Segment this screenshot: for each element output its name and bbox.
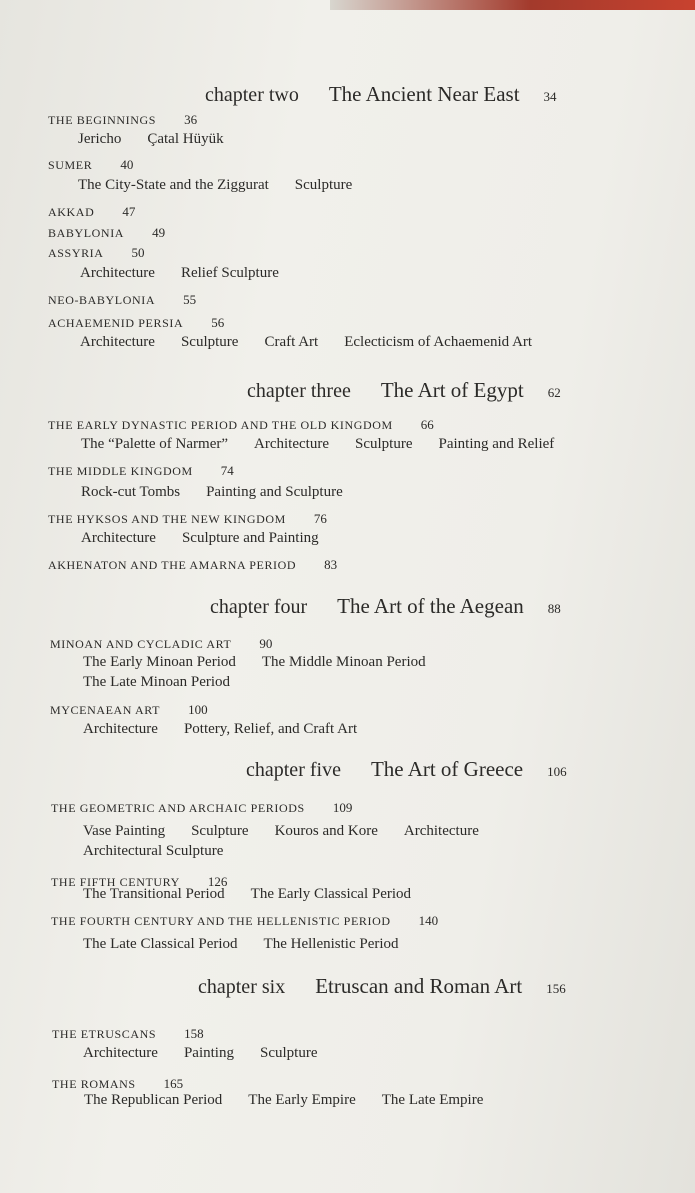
subsection: Craft Art (264, 334, 319, 350)
toc-section (48, 511, 327, 527)
section-name: THE ETRUSCANS (52, 1027, 157, 1041)
subsection: Rock-cut Tombs (81, 484, 181, 500)
toc-section (48, 157, 133, 173)
chapter-label: chapter three (247, 380, 351, 402)
chapter-heading (246, 757, 567, 782)
section-page: 56 (211, 315, 225, 330)
subsection: Vase Painting (83, 823, 166, 839)
section-page: 40 (120, 157, 134, 172)
subsection: The Late Minoan Period (83, 674, 231, 690)
toc-subsections (80, 334, 558, 351)
subsection: The “Palette of Narmer” (81, 436, 229, 452)
toc-subsections (78, 177, 378, 194)
toc-subsections (80, 265, 305, 282)
toc-section (50, 636, 272, 652)
toc-section (50, 702, 208, 718)
chapter-page: 156 (546, 981, 566, 996)
toc-subsections (83, 1045, 343, 1062)
toc-subsections (83, 654, 452, 671)
section-name: THE BEGINNINGS (48, 113, 157, 127)
section-name: AKHENATON AND THE AMARNA PERIOD (48, 558, 297, 572)
subsection: Eclecticism of Achaemenid Art (344, 334, 533, 350)
section-name: THE EARLY DYNASTIC PERIOD AND THE OLD KINGDOM (48, 418, 393, 432)
section-page: 158 (184, 1026, 204, 1041)
subsection: Sculpture and Painting (181, 530, 319, 546)
subsection: Architecture (83, 1045, 158, 1061)
section-name: BABYLONIA (48, 226, 125, 240)
section-page: 100 (188, 702, 208, 717)
subsection: Sculpture (354, 436, 413, 452)
toc-subsections (83, 936, 425, 953)
section-name: THE FIFTH CENTURY (51, 875, 180, 889)
subsection: The Late Empire (381, 1092, 484, 1108)
toc-subsections (83, 843, 249, 860)
subsection: The Republican Period (84, 1092, 223, 1108)
subsection: The Early Minoan Period (83, 654, 236, 670)
toc-subsections (78, 131, 250, 148)
book-cover-edge (330, 0, 695, 10)
subsection: The Hellenistic Period (263, 936, 399, 952)
subsection: Sculpture (294, 177, 353, 193)
section-name: ASSYRIA (48, 246, 104, 260)
toc-section (48, 463, 234, 479)
subsection: Architecture (83, 721, 158, 737)
toc-section (51, 913, 438, 929)
subsection: The City-State and the Ziggurat (78, 177, 269, 193)
chapter-page: 34 (543, 89, 557, 104)
chapter-heading (247, 378, 561, 403)
chapter-title: The Ancient Near East (328, 82, 520, 106)
toc-subsections (81, 530, 345, 547)
section-page: 140 (418, 913, 439, 928)
toc-section (48, 557, 337, 573)
toc-subsections (83, 721, 383, 738)
subsection: Architectural Sculpture (83, 843, 224, 859)
subsection: Painting (183, 1045, 234, 1061)
section-name: MYCENAEAN ART (50, 703, 161, 717)
toc-section (48, 417, 434, 433)
section-name: AKKAD (48, 205, 95, 219)
section-page: 49 (152, 225, 166, 240)
toc-subsections (81, 484, 369, 501)
toc-section (52, 1076, 183, 1092)
chapter-title: The Art of the Aegean (337, 594, 524, 618)
subsection: The Late Classical Period (83, 936, 238, 952)
section-name: THE HYKSOS AND THE NEW KINGDOM (48, 512, 286, 526)
subsection: Sculpture (259, 1045, 318, 1061)
chapter-page: 88 (547, 601, 561, 616)
toc-section (48, 204, 135, 220)
chapter-title: The Art of Greece (370, 757, 524, 781)
chapter-heading (205, 82, 557, 107)
subsection: Relief Sculpture (180, 265, 279, 281)
chapter-label: chapter six (198, 976, 286, 998)
section-page: 76 (313, 511, 327, 526)
subsection: The Middle Minoan Period (261, 654, 426, 670)
subsection: Çatal Hüyük (147, 131, 224, 147)
section-name: THE ROMANS (52, 1077, 136, 1091)
subsection: Sculpture (180, 334, 239, 350)
section-name: THE MIDDLE KINGDOM (48, 464, 193, 478)
chapter-heading (210, 594, 561, 619)
chapter-label: chapter five (246, 759, 341, 781)
section-name: THE FOURTH CENTURY AND THE HELLENISTIC PERIOD (51, 914, 391, 928)
subsection: The Transitional Period (83, 886, 225, 902)
chapter-label: chapter four (210, 596, 308, 618)
section-page: 126 (207, 874, 228, 889)
subsection: Painting and Sculpture (206, 484, 343, 500)
subsection: The Early Classical Period (250, 886, 412, 902)
section-name: NEO-BABYLONIA (48, 293, 156, 307)
toc-section (48, 245, 145, 261)
chapter-page: 106 (547, 764, 567, 779)
chapter-title: Etruscan and Roman Art (315, 974, 523, 998)
section-page: 165 (163, 1076, 184, 1091)
section-page: 74 (220, 463, 234, 478)
toc-subsections (83, 674, 256, 691)
section-page: 36 (184, 112, 198, 127)
chapter-page: 62 (547, 385, 561, 400)
toc-section (48, 315, 224, 331)
section-page: 83 (324, 557, 338, 572)
subsection: The Early Empire (248, 1092, 356, 1108)
section-name: THE GEOMETRIC AND ARCHAIC PERIODS (51, 801, 305, 815)
chapter-heading (198, 974, 566, 999)
subsection: Jericho (78, 131, 122, 147)
toc-section (51, 800, 352, 816)
section-page: 90 (259, 636, 273, 651)
subsection: Architecture (80, 334, 155, 350)
toc-subsections (83, 823, 505, 840)
section-page: 55 (183, 292, 197, 307)
subsection: Architecture (80, 265, 155, 281)
subsection: Architecture (254, 436, 329, 452)
section-page: 66 (420, 417, 434, 432)
toc-subsections (81, 436, 580, 453)
subsection: Architecture (403, 823, 479, 839)
subsection: Architecture (81, 530, 156, 546)
subsection: Painting and Relief (438, 436, 555, 452)
section-page: 50 (131, 245, 145, 260)
chapter-title: The Art of Egypt (380, 378, 524, 402)
toc-section (48, 225, 165, 241)
toc-subsections (83, 886, 437, 903)
section-name: ACHAEMENID PERSIA (48, 316, 184, 330)
subsection: Kouros and Kore (274, 823, 378, 839)
section-page: 109 (332, 800, 353, 815)
section-name: MINOAN AND CYCLADIC ART (50, 637, 232, 651)
toc-subsections (84, 1092, 509, 1109)
toc-section (48, 292, 196, 308)
section-page: 47 (122, 204, 136, 219)
subsection: Sculpture (191, 823, 249, 839)
section-name: SUMER (48, 158, 93, 172)
toc-section (52, 1026, 204, 1042)
toc-section (48, 112, 197, 128)
subsection: Pottery, Relief, and Craft Art (183, 721, 358, 737)
chapter-label: chapter two (205, 84, 299, 106)
